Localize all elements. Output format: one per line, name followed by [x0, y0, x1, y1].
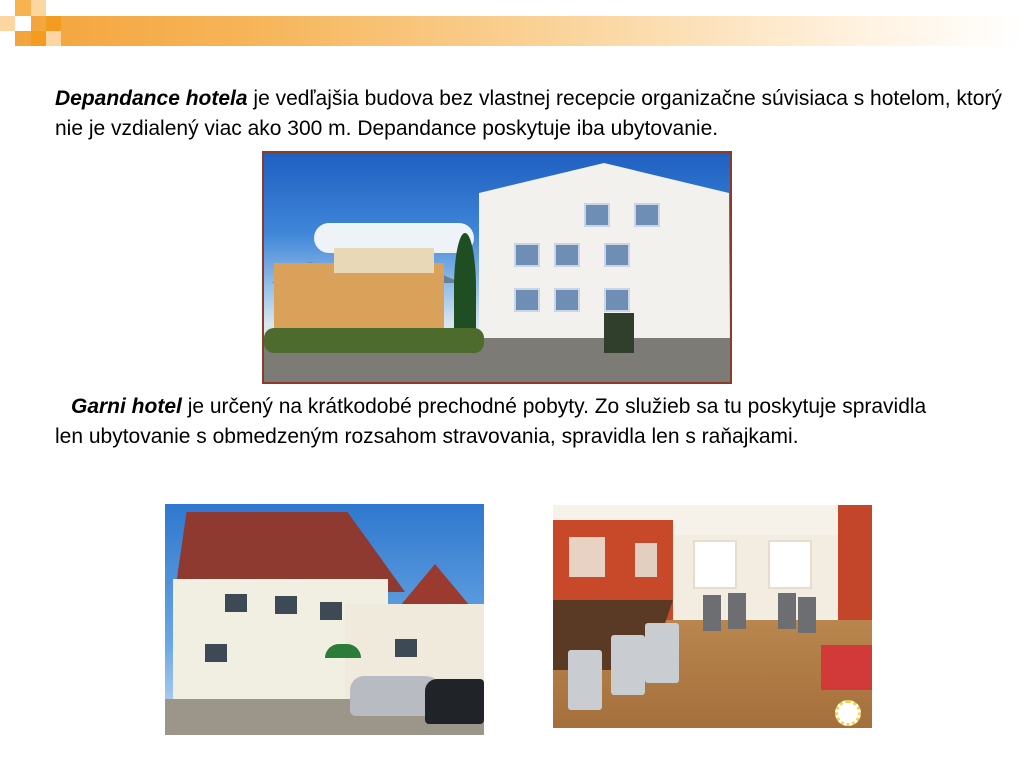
header-square — [15, 16, 31, 31]
term-garni-hotel: Garni hotel — [71, 395, 182, 418]
header-square — [31, 0, 46, 16]
photo-garni-hotel-exterior — [165, 504, 484, 735]
paragraph-depandance — [55, 84, 1005, 144]
header-square — [46, 16, 61, 31]
header-square — [31, 31, 46, 46]
photo-breakfast-room-interior — [553, 505, 872, 728]
header-square — [0, 31, 15, 46]
paragraph-garni-hotel — [55, 392, 935, 452]
header-square — [0, 16, 15, 31]
definition-depandance: je vedľajšia budova bez vlastnej recepcie organizačne súvisiaca s hotelom, ktorý nie je vzdialený viac ako 300 m. Depandance poskytuje iba ubytovanie. — [55, 87, 1002, 140]
header-decoration-bar — [0, 16, 1024, 46]
photo-depandance-building — [262, 151, 732, 384]
term-depandance: Depandance hotela — [55, 87, 248, 110]
definition-garni-hotel: je určený na krátkodobé prechodné pobyty. Zo služieb sa tu poskytuje spravidla len ubytovanie s obmedzeným rozsahom stravovania, spravidla len s raňajkami. — [55, 395, 927, 448]
header-square — [15, 0, 31, 16]
header-square — [46, 31, 61, 46]
